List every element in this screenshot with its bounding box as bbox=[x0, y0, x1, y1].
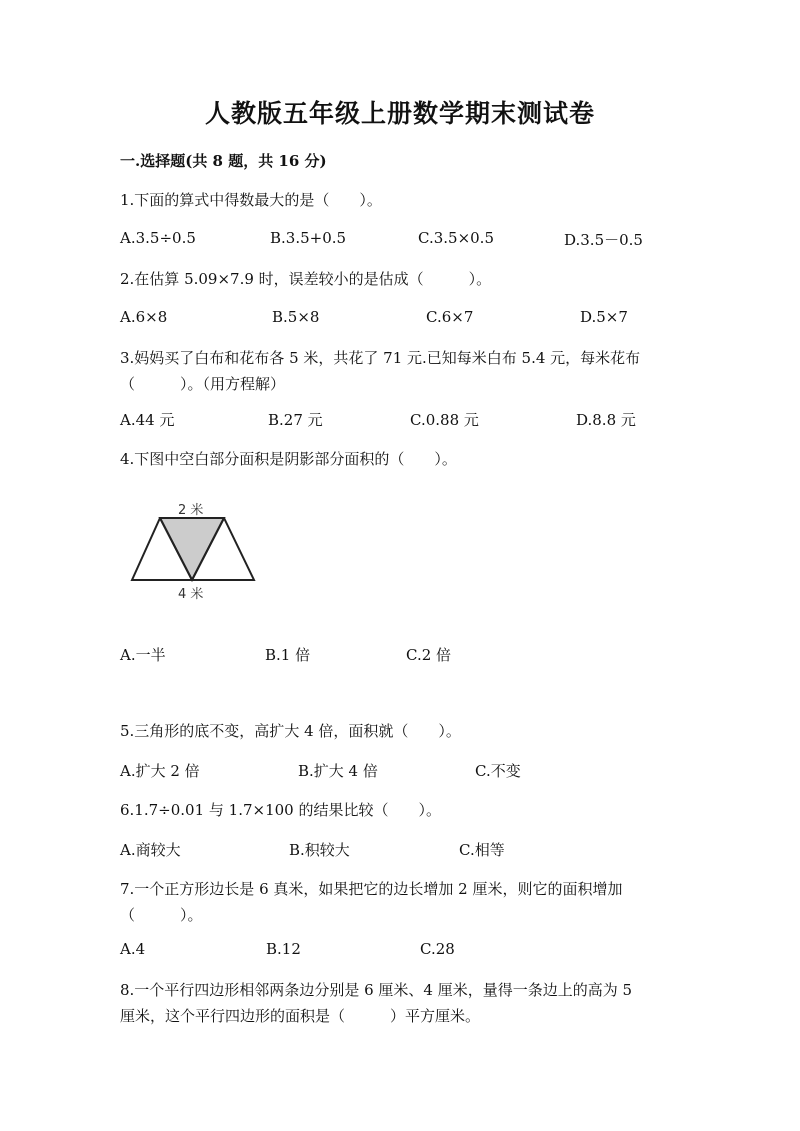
option-c[interactable]: C.相等 bbox=[459, 841, 505, 859]
question-4 bbox=[120, 446, 680, 472]
question-text-continued: （ ）。（用方程解） bbox=[120, 375, 286, 393]
question-6 bbox=[120, 797, 680, 823]
option-b[interactable]: B.3.5+0.5 bbox=[270, 229, 347, 247]
option-a[interactable]: A.3.5÷0.5 bbox=[120, 229, 196, 247]
option-a[interactable]: A.44 元 bbox=[120, 411, 175, 429]
option-b[interactable]: B.积较大 bbox=[289, 841, 350, 859]
bottom-length-label: 4 米 bbox=[178, 587, 204, 602]
question-text: 3.妈妈买了白布和花布各 5 米，共花了 71 元.已知每米白布 5.4 元，每米花布 bbox=[120, 349, 641, 367]
option-b[interactable]: B.1 倍 bbox=[265, 646, 311, 664]
option-c[interactable]: C.28 bbox=[420, 940, 455, 958]
page-title: 人教版五年级上册数学期末测试卷 bbox=[204, 99, 595, 128]
question-text-continued: 厘米，这个平行四边形的面积是（ ）平方厘米。 bbox=[120, 1007, 481, 1025]
question-8 bbox=[120, 977, 680, 1029]
question-text: 7.一个正方形边长是 6 真米，如果把它的边长增加 2 厘米，则它的面积增加 bbox=[120, 880, 623, 898]
option-d[interactable]: D.5×7 bbox=[580, 308, 628, 326]
question-1 bbox=[120, 187, 680, 213]
option-b[interactable]: B.12 bbox=[266, 940, 301, 958]
option-c[interactable]: C.2 倍 bbox=[406, 646, 452, 664]
question-7 bbox=[120, 876, 680, 928]
option-c[interactable]: C.3.5×0.5 bbox=[418, 229, 494, 247]
option-b[interactable]: B.27 元 bbox=[268, 411, 323, 429]
question-text: 1.下面的算式中得数最大的是（ ）。 bbox=[120, 191, 382, 209]
option-a[interactable]: A.商较大 bbox=[120, 841, 181, 859]
option-b[interactable]: B.扩大 4 倍 bbox=[298, 762, 378, 780]
top-length-label: 2 米 bbox=[178, 503, 204, 518]
question-text-continued: （ ）。 bbox=[120, 906, 203, 924]
question-text: 8.一个平行四边形相邻两条边分别是 6 厘米、4 厘米，量得一条边上的高为 5 bbox=[120, 981, 633, 999]
option-c[interactable]: C.0.88 元 bbox=[410, 411, 479, 429]
option-c[interactable]: C.6×7 bbox=[426, 308, 474, 326]
question-text: 2.在估算 5.09×7.9 时，误差较小的是估成（ ）。 bbox=[120, 270, 492, 288]
option-a[interactable]: A.6×8 bbox=[120, 308, 168, 326]
option-d[interactable]: D.3.5－0.5 bbox=[564, 231, 643, 249]
question-text: 6.1.7÷0.01 与 1.7×100 的结果比较（ ）。 bbox=[120, 801, 441, 819]
option-a[interactable]: A.一半 bbox=[120, 646, 166, 664]
option-a[interactable]: A.扩大 2 倍 bbox=[120, 762, 200, 780]
option-b[interactable]: B.5×8 bbox=[272, 308, 320, 326]
question-3 bbox=[120, 345, 680, 397]
question-2 bbox=[120, 266, 680, 292]
option-d[interactable]: D.8.8 元 bbox=[576, 411, 636, 429]
trapezoid-figure bbox=[128, 496, 260, 608]
question-text: 4.下图中空白部分面积是阴影部分面积的（ ）。 bbox=[120, 450, 457, 468]
question-5 bbox=[120, 718, 680, 744]
option-c[interactable]: C.不变 bbox=[475, 762, 521, 780]
question-text: 5.三角形的底不变，高扩大 4 倍，面积就（ ）。 bbox=[120, 722, 461, 740]
option-a[interactable]: A.4 bbox=[120, 940, 146, 958]
section-heading: 一.选择题(共 8 题，共 16 分) bbox=[120, 152, 327, 170]
shaded-triangle bbox=[160, 518, 224, 580]
